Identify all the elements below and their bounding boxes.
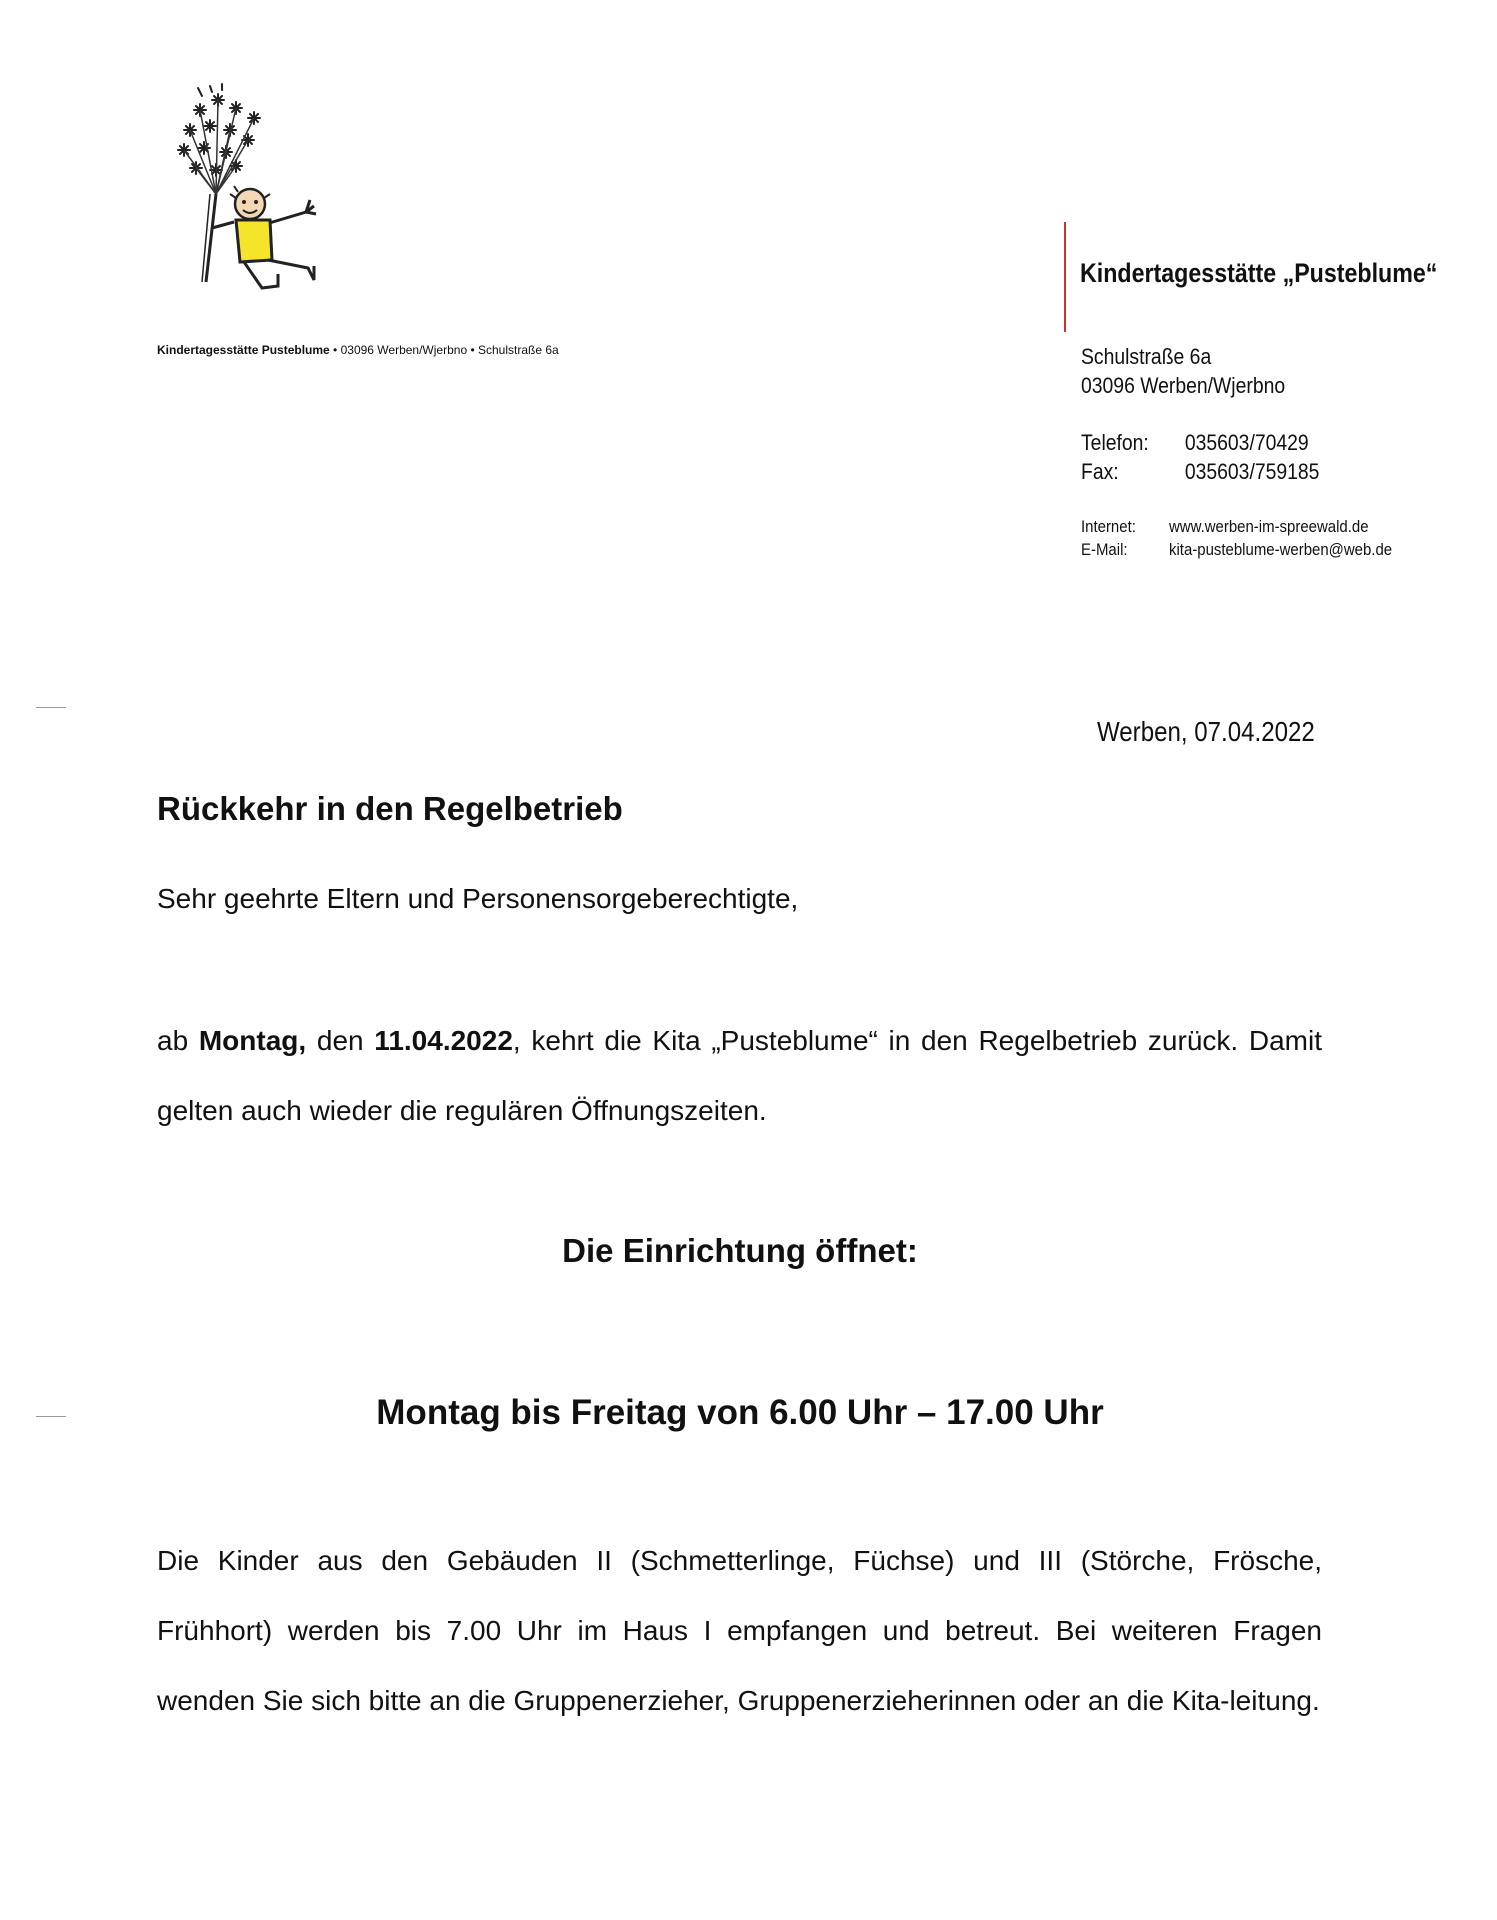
letter-subject: Rückkehr in den Regelbetrieb: [157, 790, 623, 827]
return-address-org: Kindertagesstätte Pusteblume: [157, 343, 330, 357]
dandelion-child-icon: [170, 82, 370, 312]
return-address-line: [157, 343, 559, 357]
fax-label: Fax:: [1081, 459, 1119, 484]
return-address-street: Schulstraße 6a: [478, 343, 559, 357]
letterhead-fax-row: [1081, 459, 1319, 485]
return-address-separator: •: [329, 343, 341, 357]
internet-label: Internet:: [1081, 517, 1136, 536]
letter-salutation: Sehr geehrte Eltern und Personensorgeberechtigte,: [157, 883, 799, 914]
return-address-separator: •: [467, 343, 478, 357]
opening-hours: Montag bis Freitag von 6.00 Uhr – 17.00 Uhr: [376, 1393, 1104, 1432]
internet-link[interactable]: www.werben-im-spreewald.de: [1169, 517, 1369, 536]
letterhead-email-row: [1081, 540, 1392, 560]
paragraph-buildings: Die Kinder aus den Gebäuden II (Schmetterlinge, Füchse) und III (Störche, Frösche, Frühhort) werden bis 7.00 Uhr im Haus I empfangen und betreut. Bei weiteren Fragen wenden Sie sich bitte an die Gruppenerzieher, Gruppenerzieherinnen oder an die Kita-leitung.: [157, 1545, 1322, 1716]
letterhead-divider: [1064, 222, 1066, 332]
paragraph-text: den: [306, 1025, 375, 1056]
fax-value: 035603/759185: [1184, 459, 1320, 484]
letterhead-internet-row: [1081, 517, 1369, 537]
letterhead-city: 03096 Werben/Wjerbno: [1081, 373, 1286, 398]
paragraph-bold-date: 11.04.2022: [374, 1025, 513, 1056]
email-label: E-Mail:: [1081, 540, 1128, 559]
letter-date: Werben, 07.04.2022: [1097, 716, 1315, 747]
phone-label: Telefon:: [1081, 430, 1149, 455]
paragraph-text: , kehrt die Kita „Pusteblume“ in den Regelbetrieb zurück. Damit gelten auch wieder die regulären Öffnungszeiten.: [157, 1025, 1322, 1126]
paragraph-reopening: [157, 1006, 1322, 1146]
opening-heading: Die Einrichtung öffnet:: [562, 1232, 918, 1269]
email-link[interactable]: kita-pusteblume-werben@web.de: [1169, 540, 1393, 559]
phone-value: 035603/70429: [1184, 430, 1309, 455]
letterhead-street: Schulstraße 6a: [1081, 344, 1212, 369]
fold-mark: [36, 707, 66, 708]
paragraph-text: ab: [157, 1025, 199, 1056]
letterhead-phone-row: [1081, 430, 1309, 456]
paragraph-bold-day: Montag,: [198, 1025, 307, 1056]
letterhead-title: Kindertagesstätte „Pusteblume“: [1080, 258, 1438, 288]
return-address-city: 03096 Werben/Wjerbno: [340, 343, 468, 357]
